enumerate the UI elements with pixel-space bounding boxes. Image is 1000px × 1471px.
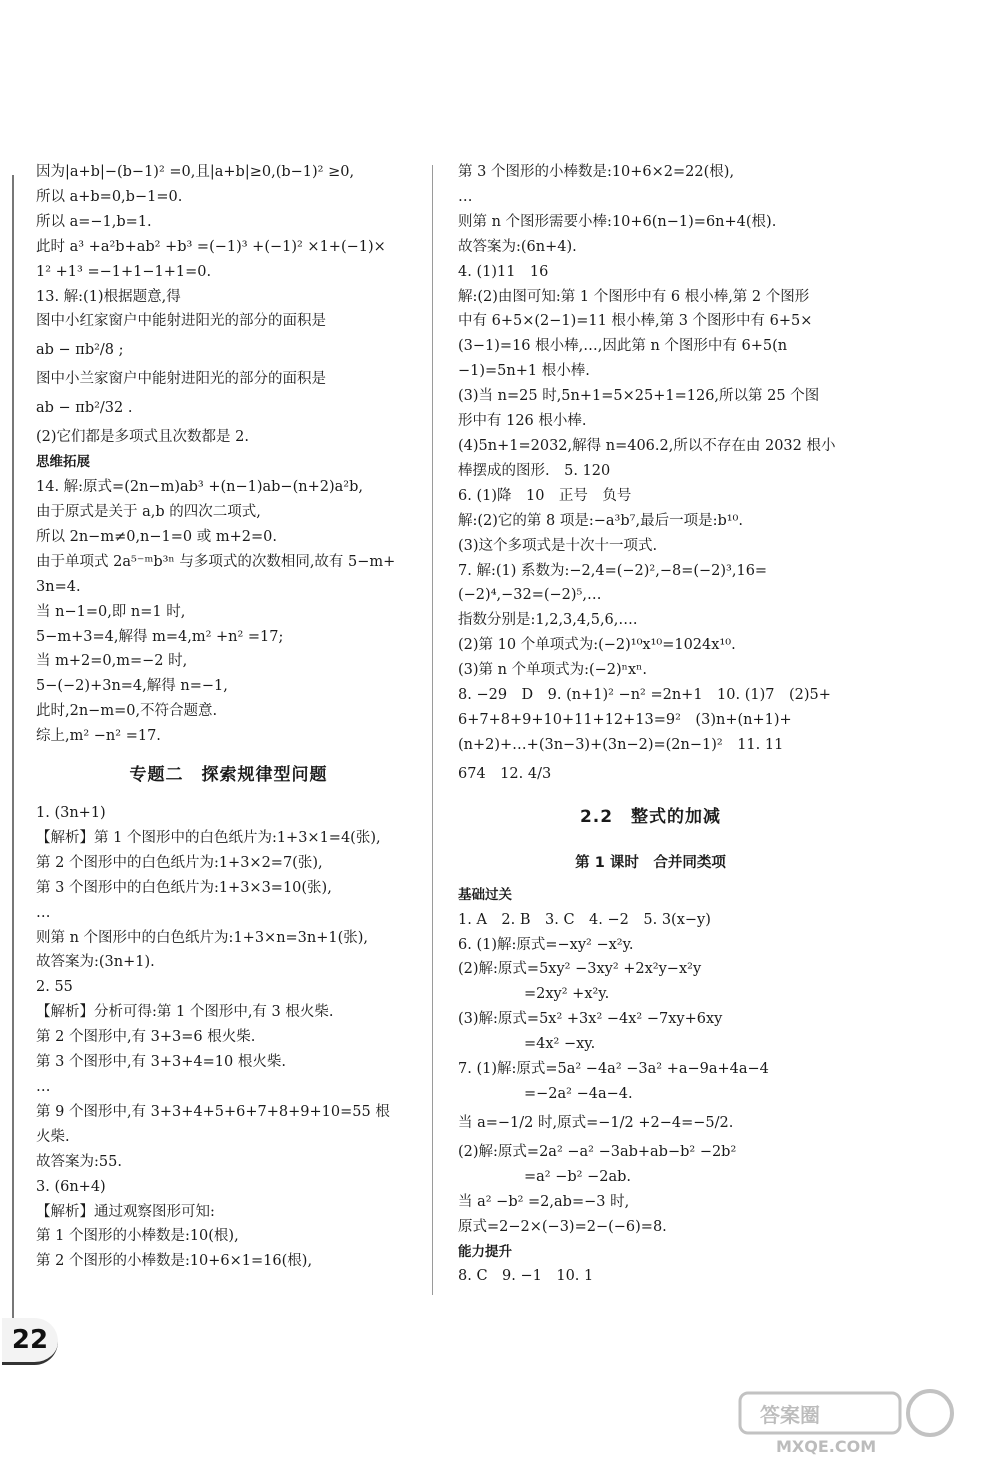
- text-line: (3)解:原式=5x² +3x² −4x² −7xy+6xy: [458, 1011, 723, 1028]
- text-line: 8. C 9. −1 10. 1: [458, 1268, 594, 1285]
- text-line: 第 1 个图形的小棒数是:10(根),: [36, 1228, 239, 1245]
- text-line: (2)它们都是多项式且次数都是 2.: [36, 429, 249, 446]
- watermark-line1: 答案圈: [760, 1403, 820, 1427]
- text-line: (4)5n+1=2032,解得 n=406.2,所以不存在由 2032 根小: [458, 437, 836, 454]
- text-line: 3n=4.: [36, 578, 81, 595]
- text-line: 14. 解:原式=(2n−m)ab³ +(n−1)ab−(n+2)a²b,: [36, 479, 363, 496]
- text-line: 5−m+3=4,解得 m=4,m² +n² =17;: [36, 628, 284, 645]
- text-line: =4x² −xy.: [524, 1036, 596, 1053]
- text-line: (−2)⁴,−32=(−2)⁵,…: [458, 587, 602, 604]
- column-divider: [432, 165, 433, 1295]
- watermark-line2: MXQE.COM: [776, 1437, 877, 1456]
- text-line: 第 3 个图形中,有 3+3+4=10 根火柴.: [36, 1054, 286, 1071]
- text-line: 所以 2n−m≠0,n−1=0 或 m+2=0.: [36, 528, 277, 545]
- text-line: =−2a² −4a−4.: [524, 1086, 633, 1102]
- text-line: 综上,m² −n² =17.: [36, 728, 161, 745]
- text-line: (2)第 10 个单项式为:(−2)¹⁰x¹⁰=1024x¹⁰.: [458, 637, 736, 654]
- text-line: 【解析】分析可得:第 1 个图形中,有 3 根火柴.: [36, 1004, 334, 1021]
- text-line: 则第 n 个图形中的白色纸片为:1+3×n=3n+1(张),: [36, 929, 369, 946]
- text-line: 6+7+8+9+10+11+12+13=9² (3)n+(n+1)+: [458, 711, 792, 728]
- text-line: 第 3 个图形中的白色纸片为:1+3×3=10(张),: [36, 879, 332, 896]
- section-heading: 第 1 课时 合并同类项: [575, 854, 726, 871]
- page-edge-line: [12, 175, 14, 1325]
- text-line: 6. (1)解:原式=−xy² −x²y.: [458, 936, 634, 953]
- text-line: (3)当 n=25 时,5n+1=5×25+1=126,所以第 25 个图: [458, 388, 820, 405]
- left-column: [36, 160, 421, 1274]
- text-line: 3. (6n+4): [36, 1178, 106, 1195]
- text-line: 第 3 个图形的小棒数是:10+6×2=22(根),: [458, 164, 735, 180]
- text-line: 棒摆成的图形. 5. 120: [458, 462, 611, 479]
- text-line: (3−1)=16 根小棒,…,因此第 n 个图形中有 6+5(n: [458, 338, 788, 355]
- text-line: 故答案为:(3n+1).: [36, 954, 155, 971]
- text-line: 674 12. 4/3: [458, 765, 552, 782]
- text-line: 1. (3n+1): [36, 805, 106, 822]
- text-line: (3)这个多项式是十次十一项式.: [458, 537, 658, 554]
- text-line: …: [36, 904, 51, 921]
- text-line: 基础过关: [458, 886, 512, 903]
- text-line: 第 9 个图形中,有 3+3+4+5+6+7+8+9+10=55 根: [36, 1103, 390, 1120]
- text-line: 此时,2n−m=0,不符合题意.: [36, 703, 218, 720]
- text-line: 则第 n 个图形需要小棒:10+6(n−1)=6n+4(根).: [458, 213, 777, 230]
- page-number: 22: [2, 1318, 58, 1365]
- text-line: 当 n−1=0,即 n=1 时,: [36, 603, 186, 620]
- text-line: 此时 a³ +a²b+ab² +b³ =(−1)³ +(−1)² ×1+(−1)×: [36, 238, 386, 255]
- text-line: 第 2 个图形中的白色纸片为:1+3×2=7(张),: [36, 854, 323, 871]
- text-line: 7. (1)解:原式=5a² −4a² −3a² +a−9a+4a−4: [458, 1061, 769, 1078]
- text-line: 中有 6+5×(2−1)=11 根小棒,第 3 个图形中有 6+5×: [458, 313, 813, 330]
- text-line: 由于原式是关于 a,b 的四次二项式,: [36, 503, 261, 520]
- text-line: 当 a=−1/2 时,原式=−1/2 +2−4=−5/2.: [458, 1114, 734, 1131]
- text-line: …: [458, 188, 473, 205]
- text-line: (2)解:原式=2a² −a² −3ab+ab−b² −2b²: [458, 1143, 737, 1160]
- text-line: 1² +1³ =−1+1−1+1=0.: [36, 263, 212, 280]
- text-line: 图中小红家窗户中能射进阳光的部分的面积是: [36, 313, 326, 330]
- text-line: 原式=2−2×(−3)=2−(−6)=8.: [458, 1218, 667, 1235]
- text-line: 第 2 个图形中,有 3+3=6 根火柴.: [36, 1029, 256, 1046]
- text-line: 2. 55: [36, 979, 73, 996]
- text-line: 【解析】通过观察图形可知:: [36, 1203, 215, 1220]
- text-line: (2)解:原式=5xy² −3xy² +2x²y−x²y: [458, 961, 702, 978]
- text-line: −1)=5n+1 根小棒.: [458, 363, 590, 380]
- text-line: 6. (1)降 10 正号 负号: [458, 487, 632, 504]
- text-line: 因为|a+b|−(b−1)² =0,且|a+b|≥0,(b−1)² ≥0,: [36, 164, 355, 180]
- text-line: 火柴.: [36, 1128, 70, 1145]
- text-line: 8. −29 D 9. (n+1)² −n² =2n+1 10. (1)7 (2)5+: [458, 687, 831, 704]
- text-line: 故答案为:55.: [36, 1153, 122, 1170]
- text-line: 形中有 126 根小棒.: [458, 413, 587, 430]
- text-line: 所以 a=−1,b=1.: [36, 213, 152, 230]
- text-line: 解:(2)由图可知:第 1 个图形中有 6 根小棒,第 2 个图形: [458, 288, 810, 305]
- text-line: 1. A 2. B 3. C 4. −2 5. 3(x−y): [458, 911, 711, 928]
- text-line: …: [36, 1079, 51, 1095]
- text-line: 【解析】第 1 个图形中的白色纸片为:1+3×1=4(张),: [36, 829, 381, 846]
- text-line: 4. (1)11 16: [458, 263, 549, 280]
- text-line: (n+2)+…+(3n−3)+(3n−2)=(2n−1)² 11. 11: [458, 736, 784, 753]
- text-line: 能力提升: [458, 1243, 512, 1260]
- text-line: 7. 解:(1) 系数为:−2,4=(−2)²,−8=(−2)³,16=: [458, 562, 768, 579]
- text-line: 图中小兰家窗户中能射进阳光的部分的面积是: [36, 371, 326, 388]
- text-line: 解:(2)它的第 8 项是:−a³b⁷,最后一项是:b¹⁰.: [458, 512, 743, 529]
- text-line: =2xy² +x²y.: [524, 986, 610, 1003]
- section-heading: 专题二 探索规律型问题: [129, 765, 328, 786]
- text-line: 5−(−2)+3n=4,解得 n=−1,: [36, 678, 228, 695]
- text-line: =a² −b² −2ab.: [524, 1168, 631, 1185]
- text-line: ab − πb²/32 .: [36, 400, 133, 417]
- text-line: (3)第 n 个单项式为:(−2)ⁿxⁿ.: [458, 662, 648, 679]
- text-line: ab − πb²/8 ;: [36, 342, 124, 359]
- text-line: 当 a² −b² =2,ab=−3 时,: [458, 1193, 630, 1210]
- text-line: 由于单项式 2a⁵⁻ᵐb³ⁿ 与多项式的次数相同,故有 5−m+: [36, 553, 396, 570]
- watermark-logo: [720, 1385, 960, 1465]
- text-line: 当 m+2=0,m=−2 时,: [36, 653, 188, 670]
- text-line: 13. 解:(1)根据题意,得: [36, 288, 181, 305]
- text-line: 指数分别是:1,2,3,4,5,6,….: [458, 612, 638, 629]
- text-line: 所以 a+b=0,b−1=0.: [36, 188, 183, 205]
- section-heading: 2.2 整式的加减: [579, 806, 722, 827]
- text-line: 思维拓展: [36, 454, 90, 471]
- text-line: 故答案为:(6n+4).: [458, 238, 577, 255]
- text-line: 第 2 个图形的小棒数是:10+6×1=16(根),: [36, 1253, 313, 1270]
- right-column: [458, 160, 843, 1289]
